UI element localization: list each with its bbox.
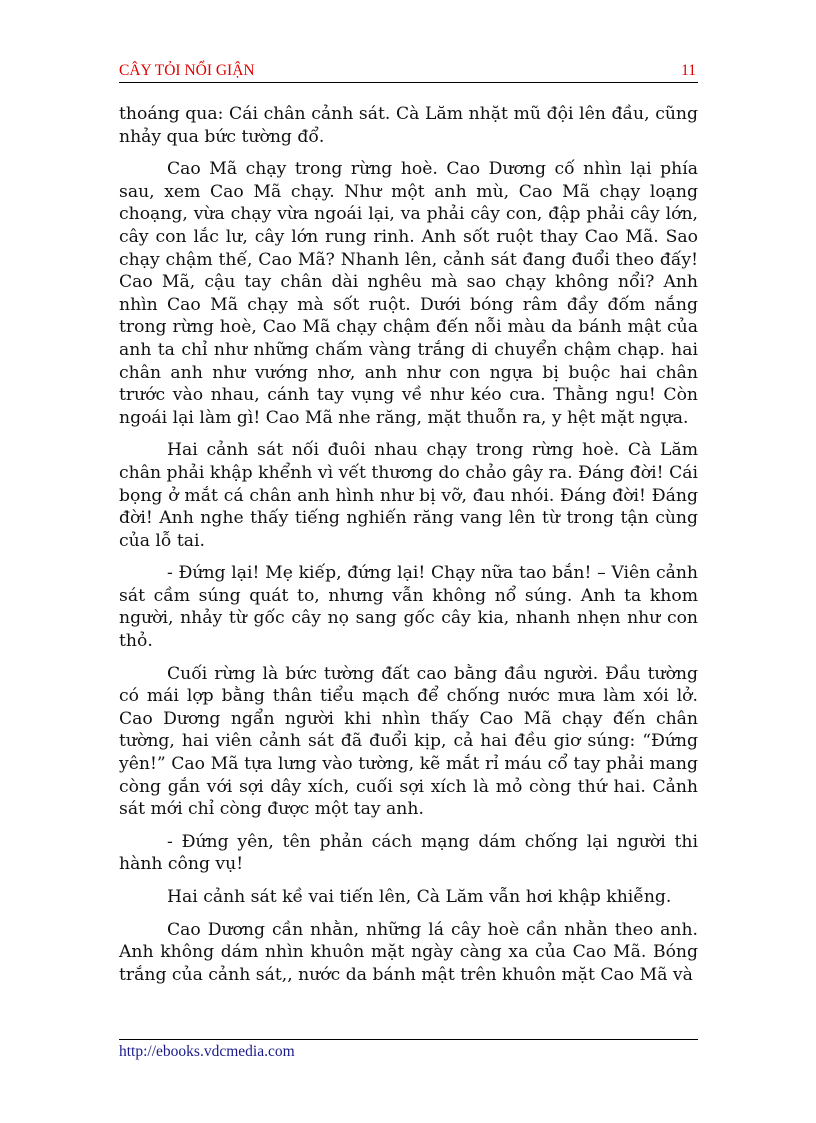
page-number: 11: [681, 62, 696, 79]
paragraph: Cao Mã chạy trong rừng hoè. Cao Dương cố nhìn lại phía sau, xem Cao Mã chạy. Như một anh mù, Cao Mã chạy loạng choạng, vừa chạy vừa ngoái lại, va phải cây con, đập phải cây lớn, cây con lắc lư, cây lớn rung rinh. Anh sốt ruột thay Cao Mã. Sao chạy chậm thế, Cao Mã? Nhanh lên, cảnh sát đang đuổi theo đấy! Cao Mã, cậu tay chân dài nghêu mà sao chạy không nổi? Anh nhìn Cao Mã chạy mà sốt ruột. Dưới bóng râm đầy đốm nắng trong rừng hoè, Cao Mã chạy chậm đến nỗi màu da bánh mật của anh ta chỉ như những chấm vàng trắng di chuyển chậm chạp. hai chân anh như vướng nhơ, anh như con ngựa bị buộc hai chân trước vào nhau, cánh tay vụng về như kéo cưa. Thằng ngu! Còn ngoái lại làm gì! Cao Mã nhe răng, mặt thuỗn ra, y hệt mặt ngựa.: [119, 159, 698, 428]
book-title: CÂY TỎI NỔI GIẬN: [119, 62, 255, 79]
paragraph: Hai cảnh sát kề vai tiến lên, Cà Lăm vẫn hơi khập khiễng.: [167, 887, 672, 907]
body-text: [119, 103, 698, 996]
footer-divider: [119, 1039, 698, 1040]
paragraph: Hai cảnh sát nối đuôi nhau chạy trong rừng hoè. Cà Lăm chân phải khập khểnh vì vết thương do chảo gây ra. Đáng đời! Cái bọng ở mắt cá chân anh hình như bị vỡ, đau nhói. Đáng đời! Đáng đời! Anh nghe thấy tiếng nghiến răng vang lên từ trong tận cùng của lỗ tai.: [119, 440, 698, 551]
paragraph: thoáng qua: Cái chân cảnh sát. Cà Lăm nhặt mũ đội lên đầu, cũng nhảy qua bức tường đổ.: [119, 104, 698, 147]
paragraph: Cuối rừng là bức tường đất cao bằng đầu người. Đầu tường có mái lợp bằng thân tiểu mạch để chống nước mưa làm xói lở. Cao Dương ngẩn người khi nhìn thấy Cao Mã chạy đến chân tường, hai viên cảnh sát đã đuổi kịp, cả hai đều giơ súng: “Đứng yên!” Cao Mã tựa lưng vào tường, kẽ mắt rỉ máu cổ tay phải mang còng gắn với sợi dây xích, cuối sợi xích là mỏ còng thứ hai. Cảnh sát mới chỉ còng được một tay anh.: [119, 663, 698, 820]
paragraph: Cao Dương cần nhằn, những lá cây hoè cần nhằn theo anh. Anh không dám nhìn khuôn mặt ngày càng xa của Cao Mã. Bóng trắng của cảnh sát,, nước da bánh mật trên khuôn mặt Cao Mã và: [119, 919, 698, 985]
paragraph: - Đứng yên, tên phản cách mạng dám chống lại người thi hành công vụ!: [119, 831, 698, 875]
paragraph: - Đứng lại! Mẹ kiếp, đứng lại! Chạy nữa tao bắn! – Viên cảnh sát cầm súng quát to, nhưng vẫn không nổ súng. Anh ta khom người, nhảy từ gốc cây nọ sang gốc cây kia, nhanh nhẹn như con thỏ.: [119, 563, 698, 652]
page-header: [119, 58, 698, 83]
footer-link[interactable]: http://ebooks.vdcmedia.com: [119, 1043, 295, 1060]
